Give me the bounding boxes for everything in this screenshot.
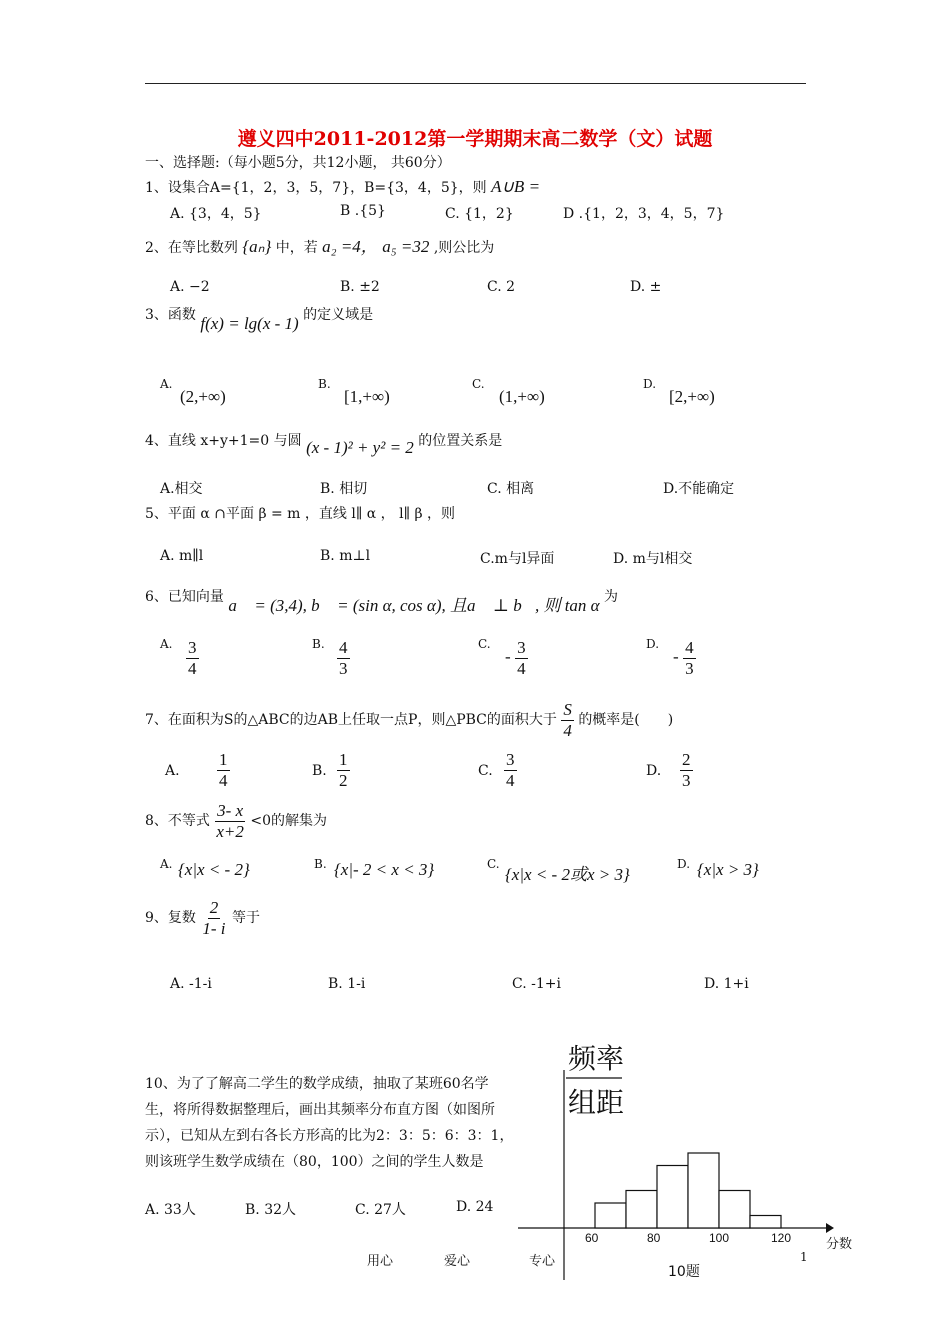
footer-text-2: 爱心 [444,1254,471,1269]
q6-expr: a⃗ = (3,4), b⃗ = (sin α, cos α), 且a⃗ ⊥ b⃗, 则 tan α [228,596,600,615]
q6-option-d: - $\frac{4}{3}$ [673,638,694,678]
histogram-bar [688,1153,719,1228]
q8-option-b: {x|- 2 < x < 3} [334,860,435,879]
q4-stem: 4、直线 x+y+1=0 与圆 [145,433,302,449]
q4-option-b: B. 相切 [320,481,368,497]
q2-condition-2: a₅ =32 [382,237,430,256]
q2-option-d: D. ± [630,279,662,295]
histogram-ylabel-bottom: 组距 [568,1086,625,1119]
footer-text-3: 专心 [529,1254,556,1269]
q5-option-d: D. m与l相交 [613,551,693,567]
question-7: 7、在面积为S的△ABC的边AB上任取一点P，则△PBC的面积大于 $\frac{S}{4}$ 的概率是( ) [145,700,674,740]
histogram-x-tick: 100 [709,1231,730,1245]
question-2 [145,232,494,257]
q1-expr: A∪B = [491,177,541,196]
q7-option-d-label: D. [646,763,662,779]
histogram-x-arrow [826,1223,834,1233]
q6-option-c-label: C. [478,637,491,651]
q2-stem: 2、在等比数列 [145,240,238,256]
q5-option-b: B. m⊥l [320,548,371,564]
q9-stem: 9、复数 [145,910,196,927]
q10-option-a: A. 33人 [145,1202,196,1218]
histogram-x-tick: 80 [647,1231,661,1245]
q6-stem: 6、已知向量 [145,589,224,605]
q7-option-c: $\frac{3}{4}$ [506,750,515,790]
q1-option-a: A. {3，4，5} [170,206,262,222]
q3-option-b-label: B. [318,377,331,391]
q1-option-b: B .{5} [340,203,386,219]
q1-stem: 1、设集合A={1，2，3，5，7}，B={3，4，5}，则 [145,180,487,196]
q4-expr: (x - 1)² + y² = 2 [306,438,414,457]
q7-tail: 的概率是( ) [578,712,674,729]
histogram-bar [626,1191,657,1229]
q10-option-b: B. 32人 [245,1202,297,1218]
q8-option-a-label: A. [160,857,173,871]
q7-option-b: $\frac{1}{2}$ [339,750,348,790]
histogram-ylabel-top: 频率 [568,1042,625,1075]
q9-option-a: A. -1-i [170,976,212,992]
question-8: 8、不等式 $\frac{3- x}{x+2}$ <0的解集为 [145,801,327,841]
q8-option-a: {x|x < - 2} [178,860,250,879]
q1-option-d: D .{1，2，3，4，5，7} [563,206,725,222]
q7-option-a: $\frac{1}{4}$ [219,750,228,790]
q10-option-d: D. 24 [456,1199,494,1215]
q6-option-a: $\frac{3}{4}$ [188,638,197,678]
q7-option-b-label: B. [312,763,327,779]
q3-stem: 3、函数 [145,307,196,323]
section-heading: 一、选择题:（每小题5分，共12小题， 共60分） [145,155,451,171]
q8-option-d: {x|x > 3} [697,860,759,879]
q2-mid: 中，若 [275,240,318,256]
page-title: 遵义四中2011-2012第一学期期末高二数学（文）试题 [237,128,713,150]
q3-expr: f(x) = lg(x - 1) [200,314,299,333]
q4-option-a: A.相交 [160,481,203,497]
q8-stem: 8、不等式 [145,813,210,830]
histogram-x-tick: 120 [771,1231,792,1245]
q4-option-d: D.不能确定 [663,481,735,497]
q3-option-a-label: A. [160,377,173,391]
q7-stem: 7、在面积为S的△ABC的边AB上任取一点P，则△PBC的面积大于 [145,712,557,729]
histogram-bar [657,1166,688,1229]
q9-option-b: B. 1-i [328,976,366,992]
q6-option-c: - $\frac{3}{4}$ [505,638,526,678]
q7-option-d: $\frac{2}{3}$ [682,750,691,790]
q2-condition-1: a₂ =4， [322,237,378,256]
footer-text-1: 用心 [367,1254,394,1269]
question-5: 5、平面 α ∩平面 β = m ，直线 l∥ α ， l∥ β ，则 [145,506,456,522]
header-rule [145,83,806,84]
q10-option-c: C. 27人 [355,1202,406,1218]
q7-option-a-label: A. [165,763,180,779]
q3-option-c-label: C. [472,377,485,391]
q8-option-c: {x|x < - 2或x > 3} [505,865,630,884]
q8-option-b-label: B. [314,857,327,871]
q1-option-c: C. {1，2} [445,206,514,222]
q8-option-c-label: C. [487,857,500,871]
q5-option-c: C.m与l异面 [480,551,555,567]
q4-option-c: C. 相离 [487,481,535,497]
page-number: 1 [800,1250,808,1264]
q3-option-d: [2,+∞) [669,387,715,406]
q7-option-c-label: C. [478,763,493,779]
question-9: 9、复数 $\frac{2}{1- i}$ 等于 [145,898,260,938]
histogram-bar [750,1216,781,1229]
q6-tail: 为 [604,589,619,605]
q9-tail: 等于 [231,910,260,927]
question-1 [145,177,540,197]
q2-option-c: C. 2 [487,279,516,295]
q6-option-b-label: B. [312,637,325,651]
q5-option-a: A. m∥l [160,548,204,564]
question-10: 10、为了了解高二学生的数学成绩，抽取了某班60名学生，将所得数据整理后，画出其频率分布直方图（如图所示），已知从左到右各长方形高的比为2：3：5：6：3：1，则该班学生数学成绩在（80，100）之间的学生人数是 [145,1076,514,1170]
q6-option-d-label: D. [646,637,660,651]
histogram-x-tick: 60 [585,1231,599,1245]
q3-option-a: (2,+∞) [180,387,226,406]
q6-option-a-label: A. [160,637,173,651]
q2-option-b: B. ±2 [340,279,380,295]
q8-tail: <0的解集为 [250,813,327,830]
q2-sequence: {aₙ} [242,237,272,256]
q2-option-a: A. −2 [170,279,210,295]
q8-option-d-label: D. [677,857,691,871]
q6-option-b: $\frac{4}{3}$ [339,638,348,678]
histogram-caption: 10题 [668,1264,700,1280]
q3-option-b: [1,+∞) [344,387,390,406]
q3-tail: 的定义域是 [303,307,374,323]
question-4 [145,430,503,457]
q3-option-c: (1,+∞) [499,387,545,406]
q9-option-d: D. 1+i [704,976,749,992]
histogram-xlabel: 分数 [826,1237,853,1252]
question-3 [145,304,374,333]
q2-tail: ,则公比为 [433,240,495,256]
frequency-histogram [510,1030,930,1340]
q9-option-c: C. -1+i [512,976,561,992]
histogram-bar [595,1203,626,1228]
question-6 [145,581,619,615]
q4-tail: 的位置关系是 [418,433,503,449]
histogram-bar [719,1191,750,1229]
q3-option-d-label: D. [643,377,657,391]
